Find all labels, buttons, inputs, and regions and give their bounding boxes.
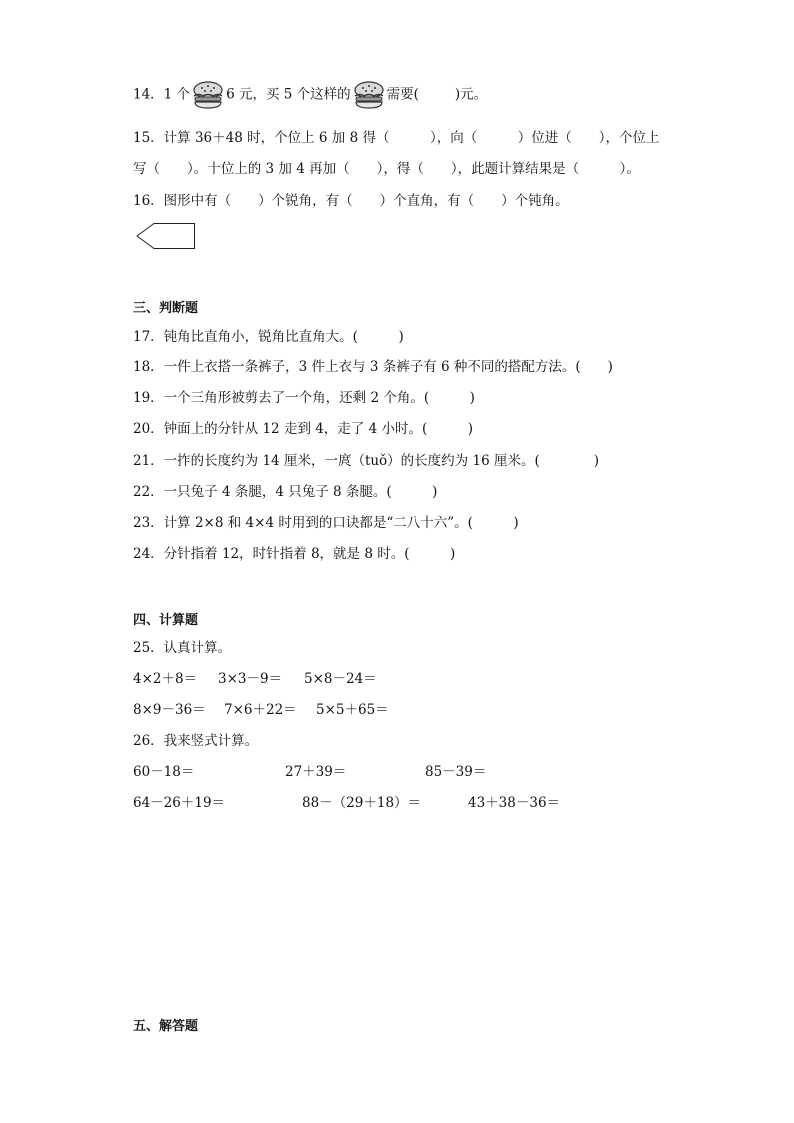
question-18: 18．一件上衣搭一条裤子，3 件上衣与 3 条裤子有 6 种不同的搭配方法。( ) [133, 359, 613, 375]
q14-text-b: 6 元，买 5 个这样的 [226, 86, 351, 103]
question-25-title: 25．认真计算。 [133, 640, 232, 656]
question-23: 23．计算 2×8 和 4×4 时用到的口诀都是“二八十六”。( ) [133, 515, 519, 531]
vertical-calc-item: 85－39＝ [425, 764, 487, 780]
question-15-line-2: 写（ ）。十位上的 3 加 4 再加（ ），得（ ），此题计算结果是（ ）。 [133, 161, 640, 177]
vertical-calc-item: 64－26＋19＝ [133, 795, 226, 811]
section-4-title: 四、计算题 [133, 613, 199, 628]
question-22: 22．一只兔子 4 条腿，4 只兔子 8 条腿。( ) [133, 484, 438, 500]
q14-text-d: )元。 [454, 86, 488, 103]
calc-item: 5×5＋65＝ [316, 702, 389, 718]
q14-text-c: 需要( [386, 86, 419, 103]
section-3-title: 三、判断题 [133, 301, 199, 316]
vertical-calc-item: 60－18＝ [133, 764, 195, 780]
question-17: 17．钝角比直角小，锐角比直角大。( ) [133, 329, 404, 345]
vertical-calc-item: 88－（29＋18）＝ [302, 795, 422, 811]
question-14 [133, 80, 487, 110]
calc-item: 7×6＋22＝ [224, 702, 297, 718]
pentagon-figure [136, 222, 196, 250]
question-16: 16．图形中有（ ）个锐角，有（ ）个直角，有（ ）个钝角。 [133, 193, 569, 209]
calc-item: 5×8－24＝ [304, 671, 377, 687]
calc-item: 4×2＋8＝ [133, 671, 198, 687]
calc-item: 8×9－36＝ [133, 702, 206, 718]
question-15-line-1: 15．计算 36＋48 时，个位上 6 加 8 得（ ），向（ ）位进（ ），个位上 [133, 130, 660, 146]
question-21: 21．一拃的长度约为 14 厘米，一庹（tuǒ）的长度约为 16 厘米。( ) [133, 453, 599, 469]
hamburger-icon [352, 80, 386, 110]
q14-text-a: 14．1 个 [133, 86, 191, 103]
question-26-title: 26．我来竖式计算。 [133, 733, 259, 749]
question-20: 20．钟面上的分针从 12 走到 4，走了 4 小时。( ) [133, 421, 474, 437]
calc-item: 3×3－9＝ [218, 671, 283, 687]
vertical-calc-item: 43＋38－36＝ [468, 795, 561, 811]
question-24: 24．分针指着 12，时针指着 8，就是 8 时。( ) [133, 546, 456, 562]
hamburger-icon [191, 80, 225, 110]
section-5-title: 五、解答题 [133, 1019, 199, 1034]
vertical-calc-item: 27＋39＝ [285, 764, 347, 780]
question-19: 19．一个三角形被剪去了一个角，还剩 2 个角。( ) [133, 390, 475, 406]
